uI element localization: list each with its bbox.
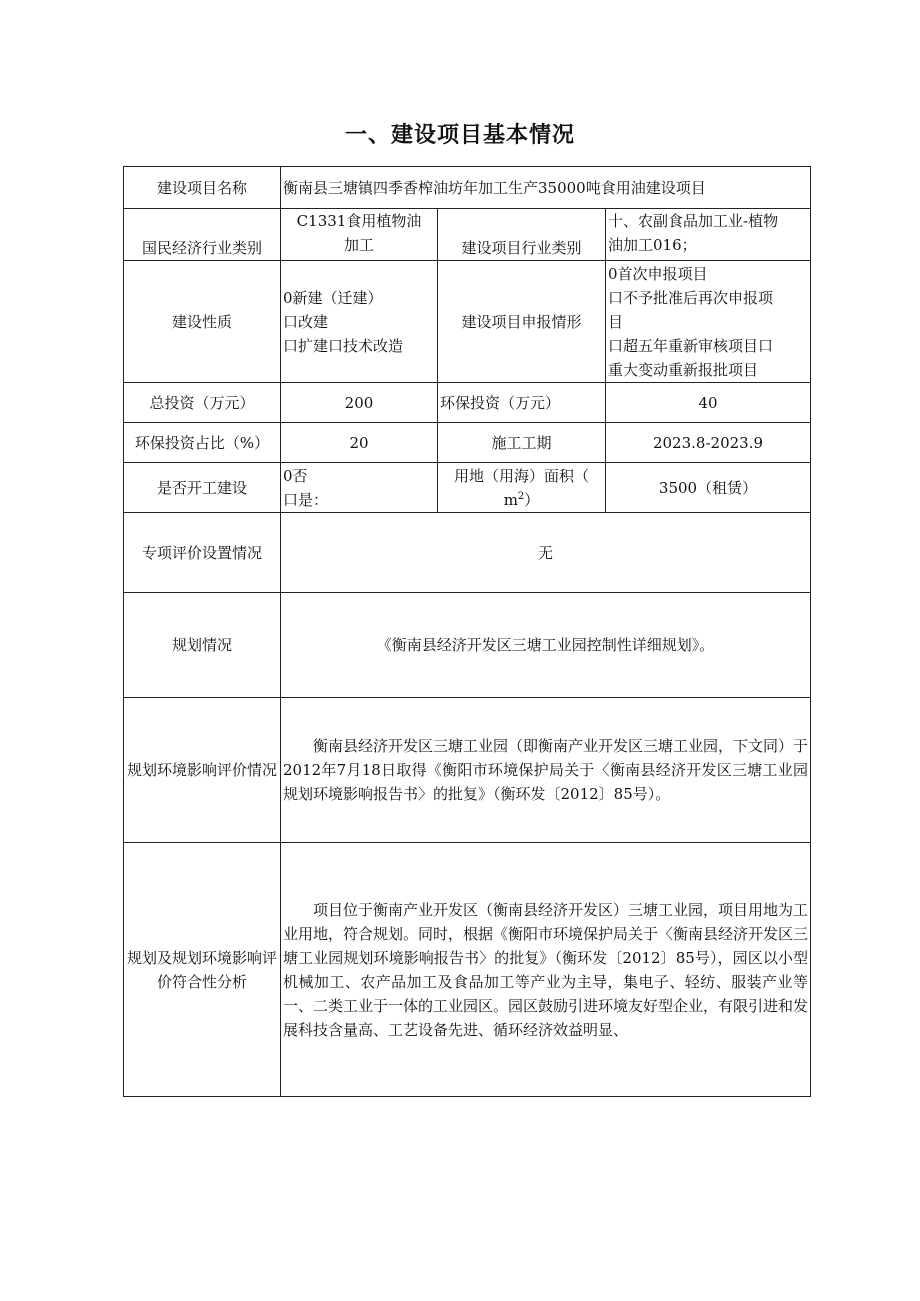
planning-value: 《衡南县经济开发区三塘工业园控制性详细规划》。 xyxy=(281,593,811,698)
option-yes: 口是： xyxy=(283,490,329,509)
project-industry-label: 建设项目行业类别 xyxy=(438,209,606,261)
option-no: 0否 xyxy=(283,466,308,485)
project-name-value: 衡南县三塘镇四季香榨油坊年加工生产35000吨食用油建设项目 xyxy=(281,167,811,209)
project-industry-value xyxy=(606,209,811,261)
row-investment xyxy=(124,383,811,423)
unit-sup: 2 xyxy=(517,490,525,502)
industry-value xyxy=(281,209,438,261)
land-area-label-line: 用地（用海）面积（ xyxy=(453,466,589,485)
project-industry-value-line: 油加工016； xyxy=(608,236,697,254)
construction-period-value: 2023.8-2023.9 xyxy=(606,423,811,463)
started-options xyxy=(281,463,438,513)
planning-eia-value: 衡南县经济开发区三塘工业园（即衡南产业开发区三塘工业园，下文同）于2012年7月18日取得《衡阳市环境保护局关于〈衡南县经济开发区三塘工业园规划环境影响报告书〉的批复》（衡环发〔2012〕85号）。 xyxy=(281,698,811,843)
row-ratio xyxy=(124,423,811,463)
special-eval-value: 无 xyxy=(281,513,811,593)
option-rebuild: 口改建 xyxy=(283,312,329,331)
started-label: 是否开工建设 xyxy=(124,463,281,513)
option-five-year-review: 口超五年重新审核项目口 xyxy=(608,336,774,355)
compliance-value: 项目位于衡南产业开发区（衡南县经济开发区）三塘工业园，项目用地为工业用地，符合规划。同时，根据《衡阳市环境保护局关于〈衡南县经济开发区三塘工业园规划环境影响报告书〉的批复》（衡环发〔2012〕85号），园区以小型机械加工、农产品加工及食品加工等产业为主导，集电子、轻纺、服装产业等一、二类工业于一体的工业园区。园区鼓励引进环境友好型企业，有限引进和发展科技含量高、工艺设备先进、循环经济效益明显、 xyxy=(281,843,811,1097)
row-planning-eia xyxy=(124,698,811,843)
total-investment-label: 总投资（万元） xyxy=(124,383,281,423)
option-first-application: 0首次申报项目 xyxy=(608,264,708,283)
row-planning xyxy=(124,593,811,698)
option-expand: 口扩建口技术改造 xyxy=(283,336,404,355)
row-nature xyxy=(124,261,811,383)
row-special-eval xyxy=(124,513,811,593)
row-project-name xyxy=(124,167,811,209)
option-major-change: 重大变动重新报批项目 xyxy=(608,360,759,379)
land-area-unit xyxy=(440,488,603,512)
industry-value-line: C1331食用植物油 xyxy=(296,212,422,230)
row-started xyxy=(124,463,811,513)
planning-label: 规划情况 xyxy=(124,593,281,698)
application-options xyxy=(606,261,811,383)
env-investment-label: 环保投资（万元） xyxy=(438,383,606,423)
nature-label: 建设性质 xyxy=(124,261,281,383)
project-name-label: 建设项目名称 xyxy=(124,167,281,209)
option-new-build: 0新建（迁建） xyxy=(283,288,383,307)
unit-close: ） xyxy=(524,490,540,509)
unit-m: m xyxy=(503,490,518,509)
nature-options xyxy=(281,261,438,383)
compliance-label: 规划及规划环境影响评价符合性分析 xyxy=(124,843,281,1097)
project-info-table xyxy=(123,166,811,1097)
land-area-value: 3500（租赁） xyxy=(606,463,811,513)
special-eval-label: 专项评价设置情况 xyxy=(124,513,281,593)
total-investment-value: 200 xyxy=(281,383,438,423)
application-label: 建设项目申报情形 xyxy=(438,261,606,383)
planning-eia-label: 规划环境影响评价情况 xyxy=(124,698,281,843)
option-reapply: 口不予批准后再次申报项 xyxy=(608,288,774,307)
industry-value-line: 加工 xyxy=(343,236,374,254)
project-industry-value-line: 十、农副食品加工业-植物 xyxy=(608,212,779,230)
page-title: 一、建设项目基本情况 xyxy=(344,123,575,148)
env-ratio-label: 环保投资占比（%） xyxy=(124,423,281,463)
env-investment-value: 40 xyxy=(606,383,811,423)
industry-label: 国民经济行业类别 xyxy=(124,209,281,261)
row-industry xyxy=(124,209,811,261)
option-reapply-cont: 目 xyxy=(608,312,624,331)
land-area-label xyxy=(438,463,606,513)
construction-period-label: 施工工期 xyxy=(438,423,606,463)
env-ratio-value: 20 xyxy=(281,423,438,463)
row-compliance xyxy=(124,843,811,1097)
